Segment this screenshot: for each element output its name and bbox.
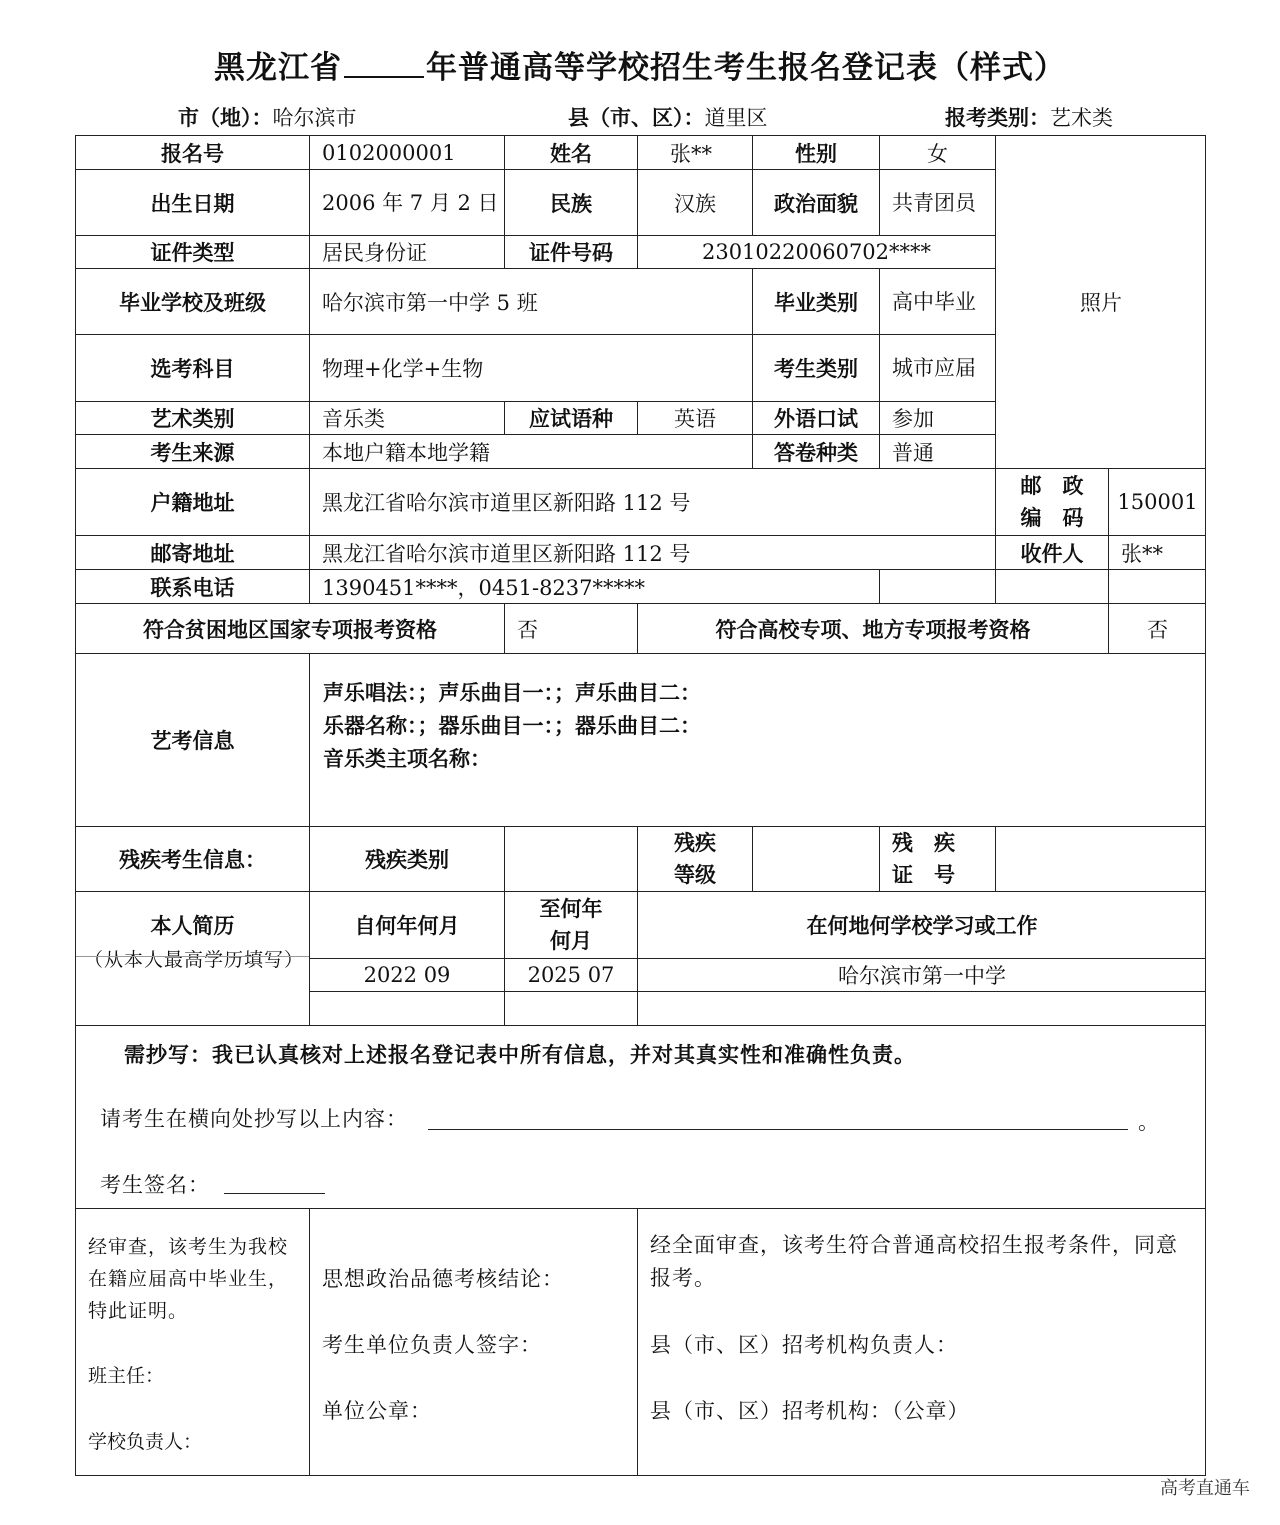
pledge-block [75,1025,1206,1208]
value-postcode: 150001 [1108,468,1206,535]
divider [75,956,309,957]
school-verify-text: 经审查，该考生为我校在籍应届高中毕业生，特此证明。 [88,1236,289,1322]
label-recipient: 收件人 [995,535,1108,569]
label-postcode: 邮 政 编 码 [995,468,1108,535]
value-political: 共青团员 [879,169,995,235]
label-gender: 性别 [752,135,879,169]
pledge-copy-label: 请考生在横向处抄写以上内容： [100,1107,408,1131]
resume-where: 哈尔滨市第一中学 [637,958,1206,991]
value-reg-no: 0102000001 [309,135,504,169]
value-hukou-addr: 黑龙江省哈尔滨市道里区新阳路 112 号 [309,468,995,535]
label-college-special: 符合高校专项、地方专项报考资格 [637,603,1108,653]
value-name: 张** [637,135,752,169]
form-title: 黑龙江省 年普通高等学校招生考生报名登记表（样式） [214,50,1066,86]
moral-verify-block [309,1208,637,1476]
label-reg-no: 报名号 [75,135,309,169]
photo-box: 照片 [995,135,1206,468]
label-disability-cert: 残 疾 证 号 [879,826,995,891]
label-name: 姓名 [504,135,637,169]
label-oral: 外语口试 [752,401,879,434]
label-paper-type: 答卷种类 [752,434,879,468]
resume-empty [637,991,1206,1025]
label-resume-to: 至何年 何月 [504,891,637,958]
label-political: 政治面貌 [752,169,879,235]
label-subjects: 选考科目 [75,334,309,401]
resume-note: （从本人最高学历填写） [84,949,305,971]
label-ethnicity: 民族 [504,169,637,235]
label-student-type: 考生类别 [752,334,879,401]
value-birth: 2006 年 7 月 2 日 [309,169,504,235]
art-info-line: 乐器名称：；器乐曲目一：；器乐曲目二： [323,713,701,738]
office-seal-label: 县（市、区）招考机构：（公章） [650,1399,970,1423]
label-disability-level: 残疾 等级 [637,826,752,891]
label-disability-type: 残疾类别 [309,826,504,891]
office-head-label: 县（市、区）招考机构负责人： [650,1333,958,1357]
label-resume-where: 在何地何学校学习或工作 [637,891,1206,958]
empty-cell [879,569,995,603]
pledge-sign-label: 考生签名： [100,1173,210,1197]
unit-sign-label: 考生单位负责人签字： [322,1333,542,1357]
value-id-type: 居民身份证 [309,235,504,268]
pledge-text: 需抄写：我已认真核对上述报名登记表中所有信息，并对其真实性和准确性负责。 [124,1042,916,1067]
value-source: 本地户籍本地学籍 [309,434,752,468]
empty-cell [995,569,1108,603]
value-ethnicity: 汉族 [637,169,752,235]
label-art-type: 艺术类别 [75,401,309,434]
value-subjects: 物理+化学+生物 [309,334,752,401]
school-verify-block [75,1208,309,1476]
empty-cell [1108,569,1206,603]
label-school: 毕业学校及班级 [75,268,309,334]
label-grad-type: 毕业类别 [752,268,879,334]
value-oral: 参加 [879,401,995,434]
label-disability-info: 残疾考生信息： [75,826,309,891]
office-review-text: 经全面审查，该考生符合普通高校招生报考条件，同意报考。 [650,1233,1178,1290]
moral-conclusion-label: 思想政治品德考核结论： [322,1267,564,1291]
label-art-info: 艺考信息 [75,653,309,826]
unit-seal-label: 单位公章： [322,1399,432,1423]
city-field: 市（地）：哈尔滨市 [178,105,357,130]
label-exam-lang: 应试语种 [504,401,637,434]
label-phone: 联系电话 [75,569,309,603]
art-info-block [309,653,1206,826]
resume-empty [504,991,637,1025]
pledge-sign-line[interactable] [224,1168,325,1194]
value-college-special: 否 [1108,603,1206,653]
art-info-line: 声乐唱法：；声乐曲目一：；声乐曲目二： [323,680,701,705]
category-field: 报考类别：艺术类 [945,105,1113,130]
art-info-line: 音乐类主项名称： [323,746,491,771]
value-student-type: 城市应届 [879,334,995,401]
office-verify-block [637,1208,1206,1476]
value-recipient: 张** [1108,535,1206,569]
label-resume: 本人简历 [150,913,235,938]
value-phone: 1390451****，0451-8237***** [309,569,879,603]
value-poverty-special: 否 [504,603,637,653]
resume-empty [309,991,504,1025]
label-birth: 出生日期 [75,169,309,235]
value-school: 哈尔滨市第一中学 5 班 [309,268,752,334]
resume-label-block [75,891,309,1025]
year-blank [344,48,424,78]
value-mail-addr: 黑龙江省哈尔滨市道里区新阳路 112 号 [309,535,995,569]
label-source: 考生来源 [75,434,309,468]
value-art-type: 音乐类 [309,401,504,434]
principal-sign-label: 学校负责人： [88,1431,203,1453]
teacher-sign-label: 班主任： [88,1365,165,1387]
value-disability-type [504,826,637,891]
pledge-period: 。 [1138,1110,1159,1134]
label-hukou-addr: 户籍地址 [75,468,309,535]
county-field: 县（市、区）：道里区 [568,105,768,130]
value-gender: 女 [879,135,995,169]
label-resume-from: 自何年何月 [309,891,504,958]
value-grad-type: 高中毕业 [879,268,995,334]
label-mail-addr: 邮寄地址 [75,535,309,569]
value-id-no: 23010220060702**** [637,235,995,268]
resume-to: 2025 07 [504,958,637,991]
value-exam-lang: 英语 [637,401,752,434]
watermark-text: 高考直通车 [1160,1478,1250,1499]
resume-from: 2022 09 [309,958,504,991]
value-disability-cert [995,826,1206,891]
value-paper-type: 普通 [879,434,995,468]
label-poverty-special: 符合贫困地区国家专项报考资格 [75,603,504,653]
label-id-no: 证件号码 [504,235,637,268]
pledge-copy-line[interactable] [428,1105,1128,1130]
value-disability-level [752,826,879,891]
label-id-type: 证件类型 [75,235,309,268]
